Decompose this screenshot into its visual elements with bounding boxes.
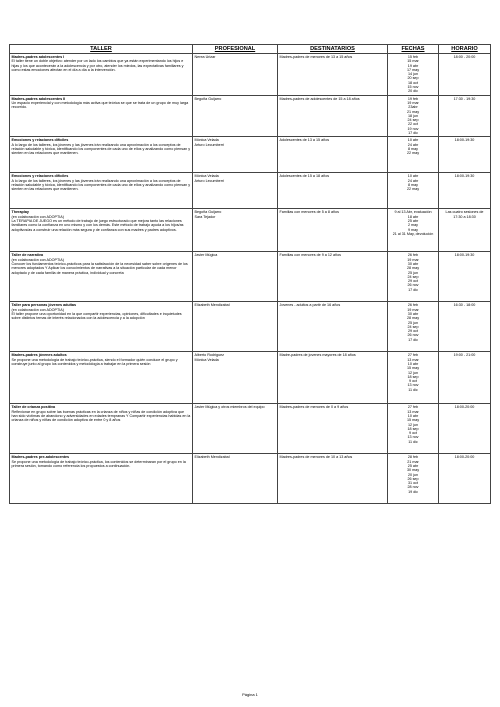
profesional-cell bbox=[193, 137, 278, 173]
workshop-description: Conocer los fundamentos teórico-prácticos para la satisfacción de la necesidad saber sobre orígenes de los menores adoptados Y Aplicar los conocimientos de narrativas a la situación particular de cada menor adoptado y de cada familia de manera práctica, individual y concreta bbox=[11, 261, 188, 275]
header-taller: TALLER bbox=[10, 45, 193, 54]
workshop-table bbox=[9, 44, 491, 504]
professional-name: Mónica Velada bbox=[194, 174, 219, 179]
horario-cell: 18:00-20:00 bbox=[439, 404, 491, 454]
session-date: 26 nov bbox=[407, 333, 419, 338]
session-date: 22 may bbox=[406, 187, 420, 192]
workshop-title: Theraplay bbox=[11, 210, 29, 215]
table-row bbox=[10, 252, 491, 302]
session-date: 21 mar bbox=[407, 459, 419, 464]
session-date: 30 abr bbox=[407, 261, 419, 266]
session-date: 19 nov bbox=[407, 126, 419, 131]
session-date: 24 abr bbox=[407, 178, 419, 183]
table-row bbox=[10, 54, 491, 96]
session-date: 18 abr bbox=[407, 214, 419, 219]
session-date: 9 may bbox=[407, 227, 419, 232]
session-date: 25 abr bbox=[407, 218, 419, 223]
destinatarios-cell: Madres-padres de menores de 10 a 13 años bbox=[278, 454, 388, 504]
session-date: 25 jun bbox=[407, 320, 419, 325]
header-row bbox=[10, 45, 491, 54]
table-row bbox=[10, 454, 491, 504]
profesional-cell bbox=[193, 454, 278, 504]
professional-name: Arturo Lecumberri bbox=[194, 142, 225, 147]
header-horario: HORARIO bbox=[439, 45, 491, 54]
session-date: 27 feb bbox=[407, 405, 419, 410]
workshop-title: Madres-padres adolescentes I bbox=[11, 55, 65, 59]
session-date: 22 may bbox=[406, 151, 420, 156]
destinatarios-cell: Familias con menores de 5 a 8 años bbox=[278, 209, 388, 252]
session-date: 11 dic bbox=[408, 387, 418, 392]
destinatarios-cell: Madres-padres de menores de 0 a 9 años bbox=[278, 404, 388, 454]
workshop-description: La TERAPIA DE JUEGO es un método de trabajo de juego estructurado que mejora tanto las relaciones familiares como la confianza en uno mismo y con los demás. Este método de trabajo ayuda a los hijos/as adoptivos/as a construir una relación más segura y de confianza con sus madres y padres adoptivos. bbox=[11, 218, 184, 232]
table-row bbox=[10, 404, 491, 454]
professional-name: Javier Múgica bbox=[194, 253, 218, 258]
horario-cell: 17:30 - 19:30 bbox=[439, 95, 491, 137]
session-date: 19 mar bbox=[407, 100, 419, 105]
session-date: 10 abr bbox=[407, 413, 419, 418]
destinatarios-cell: Madre-padres de jovenes mayores de 18 años bbox=[278, 352, 388, 404]
horario-cell: 18:00-20:00 bbox=[439, 454, 491, 504]
workshop-title: Taller de crianza positiva bbox=[11, 405, 56, 410]
session-date: 19 dic bbox=[408, 489, 418, 494]
taller-cell bbox=[10, 302, 193, 352]
session-date: 28 may bbox=[406, 316, 420, 321]
session-date: 15 may bbox=[406, 418, 420, 423]
session-date: 10 abr bbox=[407, 138, 419, 143]
session-date: 28 nov bbox=[407, 485, 419, 490]
session-date: 30 may bbox=[406, 468, 420, 473]
table-row bbox=[10, 173, 491, 209]
session-date: 30 abr bbox=[407, 311, 419, 316]
professional-name: Begoña Guijarro bbox=[194, 210, 222, 215]
session-date: 29 oct bbox=[407, 329, 419, 334]
workshop-title: Taller de narrativa bbox=[11, 253, 43, 258]
schedule-sheet bbox=[9, 44, 490, 504]
workshop-description: A lo largo de los talleres, los jóvenes y las jóvenes irán realizando una aproximación a los conceptos de relación saludable y tóxica, identificando los componentes de cada uno de ellos y analizando como piensan y sienten en las relaciones que mantienen. bbox=[11, 178, 191, 192]
professional-name: Sara Tejador bbox=[194, 214, 216, 219]
session-date: 18 sep bbox=[407, 426, 419, 431]
session-date: 19 mar bbox=[407, 257, 419, 262]
session-date: 17 dic bbox=[408, 337, 418, 342]
session-date: 9 oct bbox=[409, 379, 417, 384]
session-date: 19 feb bbox=[407, 96, 419, 101]
session-date: 15 feb bbox=[407, 55, 419, 59]
fechas-cell bbox=[388, 209, 439, 252]
profesional-cell bbox=[193, 252, 278, 302]
session-date: 17 may bbox=[406, 67, 420, 72]
workshop-title: Madres-padres pre-adolescentes bbox=[11, 455, 70, 460]
session-date: 24 sep bbox=[407, 118, 419, 123]
session-date: 26 nov bbox=[407, 283, 419, 288]
fechas-cell bbox=[388, 54, 439, 96]
destinatarios-cell: Familias con menores de 9 a 12 años bbox=[278, 252, 388, 302]
workshop-description: (en colaboración con ADOPTIA) bbox=[11, 257, 64, 262]
fechas-cell bbox=[388, 404, 439, 454]
professional-name: Arturo Lecumberri bbox=[194, 178, 225, 183]
session-date: 9 al 13 Abr, evaluación bbox=[394, 210, 432, 215]
horario-cell: Las cuatro sesiones de 17:30 a 18:30 bbox=[439, 209, 491, 252]
workshop-description: Se propone una metodología de trabajo teórico-práctica, los contenidos se determinaran por el grupo en la primera sesión, tomando como referencia los propuestos a continuación. bbox=[11, 459, 186, 468]
session-date: 29 oct bbox=[407, 279, 419, 284]
fechas-cell bbox=[388, 95, 439, 137]
taller-cell bbox=[10, 173, 193, 209]
session-date: 26 sep bbox=[407, 476, 419, 481]
taller-cell bbox=[10, 404, 193, 454]
fechas-cell bbox=[388, 137, 439, 173]
session-date: 27 feb bbox=[407, 353, 419, 358]
destinatarios-cell: Adolescentes de 15 a 18 años bbox=[278, 173, 388, 209]
workshop-title: Emociones y relaciones difíciles bbox=[11, 138, 69, 143]
session-date: 9 oct bbox=[409, 431, 417, 436]
table-row bbox=[10, 352, 491, 404]
workshop-description: El taller tiene un doble objetivo: atender por un lado los cambios que ya están experimentando los hijos e hijas y los que acontecerán a la adolescencia y por otro, atender los miedos, las expectativas familiares y como estas emociones afectan en el día a día a la intervención. bbox=[11, 59, 184, 72]
profesional-cell bbox=[193, 302, 278, 352]
session-date: 11 dic bbox=[408, 439, 418, 444]
horario-cell: 18:00 - 20:00 bbox=[439, 54, 491, 96]
workshop-description: El taller propone una oportunidad en la que compartir experiencias, opiniones, dificultades e inquietudes sobre distintos temas de interés relacionados con la adolescencia y a la adopción bbox=[11, 311, 182, 321]
destinatarios-cell: Madres-padres de menores de 13 a 15 años bbox=[278, 54, 388, 96]
workshop-description: (en colaboración con ADOPTIA) bbox=[11, 214, 64, 219]
workshop-description: Se propone una metodología de trabajo teórico-práctica, siendo el formador quién conduce el grupo y construye junto al grupo los contenidos y metodología a trabajar en la primera sesión bbox=[11, 357, 178, 366]
workshop-title: Madres-padres jóvenes adultos bbox=[11, 353, 67, 358]
workshop-title: Madres-padres adolescentes II bbox=[11, 96, 66, 101]
header-profesional: PROFESIONAL bbox=[193, 45, 278, 54]
workshop-title: Emociones y relaciones difíciles bbox=[11, 174, 69, 179]
workshop-description: Un espacio experiencial y con metodología más activa que teórica se que se trata de un grupo de muy larga recorrido. bbox=[11, 100, 189, 110]
profesional-cell bbox=[193, 209, 278, 252]
session-date: 22 oct bbox=[407, 122, 419, 127]
profesional-cell bbox=[193, 54, 278, 96]
session-date: 15 nov bbox=[407, 85, 419, 90]
horario-cell: 18:00-19:30 bbox=[439, 252, 491, 302]
session-date: 19 abr bbox=[407, 63, 419, 68]
session-date: 18 oct bbox=[407, 80, 419, 85]
session-date: 20 sep bbox=[407, 76, 419, 81]
workshop-description: Reflexionar en grupo sobre las buenas prácticas en la crianza de niños y niñas de condición adoptiva que han sido víctimas de abandono y adversidades en edades tempranas Y Compartir experiencias habidas en la crianza de niños y niñas de condición adoptiva de entre 0 y 8 años bbox=[11, 409, 191, 423]
session-date: 28 feb bbox=[407, 455, 419, 460]
taller-cell bbox=[10, 137, 193, 173]
session-date: 13 nov bbox=[407, 383, 419, 388]
session-date: 13 mar bbox=[407, 409, 419, 414]
professional-name: Mónica Velada bbox=[194, 138, 219, 143]
taller-cell bbox=[10, 54, 193, 96]
session-date: 12 jun bbox=[407, 422, 419, 427]
taller-cell bbox=[10, 95, 193, 137]
table-body bbox=[10, 54, 491, 504]
profesional-cell bbox=[193, 352, 278, 404]
destinatarios-cell: Madres-padres de adolescentes de 15 a 18 años bbox=[278, 95, 388, 137]
session-date: 21 may bbox=[406, 109, 420, 114]
session-date: 25 jun bbox=[407, 270, 419, 275]
professional-name: Begoña Guijarro bbox=[194, 96, 222, 101]
fechas-cell bbox=[388, 302, 439, 352]
horario-cell: 18:00-19:30 bbox=[439, 137, 491, 173]
session-date: 17 dic bbox=[408, 131, 418, 136]
header-fechas: FECHAS bbox=[388, 45, 439, 54]
session-date: 31 oct bbox=[407, 481, 419, 486]
table-row bbox=[10, 302, 491, 352]
profesional-cell bbox=[193, 404, 278, 454]
fechas-cell bbox=[388, 352, 439, 404]
horario-cell: 16:30 - 18:00 bbox=[439, 302, 491, 352]
session-date: 10 abr bbox=[407, 361, 419, 366]
session-date: 18 jun bbox=[407, 113, 419, 118]
table-row bbox=[10, 137, 491, 173]
taller-cell bbox=[10, 209, 193, 252]
session-date: 23abr bbox=[408, 105, 418, 110]
table-row bbox=[10, 95, 491, 137]
session-date: 17 dic bbox=[408, 287, 418, 292]
session-date: 8 may bbox=[407, 146, 419, 151]
session-date: 24 sep bbox=[407, 274, 419, 279]
professional-name: Elizabeth Mendizabal bbox=[194, 303, 230, 308]
session-date: 20 jun bbox=[407, 472, 419, 477]
workshop-title: Taller para personas jóvenes adultas bbox=[11, 303, 76, 308]
session-date: 2 may bbox=[407, 223, 419, 228]
taller-cell bbox=[10, 454, 193, 504]
session-date: 18 sep bbox=[407, 374, 419, 379]
session-date: 13 mar bbox=[407, 357, 419, 362]
destinatarios-cell: Jovenes - adultos a partir de 16 años bbox=[278, 302, 388, 352]
session-date: 15 may bbox=[406, 366, 420, 371]
header-destinatarios: DESTINATARIOS bbox=[278, 45, 388, 54]
workshop-description: A lo largo de los talleres, los jóvenes y las jóvenes irán realizando una aproximación a los conceptos de relación saludable y tóxica, identificando los componentes de cada uno de ellos y analizando como piensan y sienten en las relaciones que mantienen. bbox=[11, 142, 191, 156]
session-date: 26 feb bbox=[407, 253, 419, 258]
professional-name: Nerea Urizar bbox=[194, 55, 216, 59]
session-date: 14 jun bbox=[407, 72, 419, 77]
session-date: 24 sep bbox=[407, 324, 419, 329]
fechas-cell bbox=[388, 454, 439, 504]
session-date: 28 may bbox=[406, 266, 420, 271]
destinatarios-cell: Adolescentes de 13 a 15 años bbox=[278, 137, 388, 173]
taller-cell bbox=[10, 352, 193, 404]
horario-cell: 19:00 - 21:00 bbox=[439, 352, 491, 404]
session-date: 15 mar bbox=[407, 59, 419, 64]
session-date: 10 abr bbox=[407, 174, 419, 179]
fechas-cell bbox=[388, 173, 439, 209]
professional-name: Mónica Velada bbox=[194, 357, 219, 362]
table-row bbox=[10, 209, 491, 252]
session-date: 20 dic bbox=[408, 89, 418, 94]
session-date: 12 jun bbox=[407, 370, 419, 375]
professional-name: Alberto Rodriguez bbox=[194, 353, 225, 358]
session-date: 13 nov bbox=[407, 435, 419, 440]
horario-cell: 18:00-19:30 bbox=[439, 173, 491, 209]
page-number: Página 1 bbox=[242, 692, 258, 697]
session-date: 26 feb bbox=[407, 303, 419, 308]
profesional-cell bbox=[193, 95, 278, 137]
professional-name: Elizabeth Mendizabal bbox=[194, 455, 230, 460]
profesional-cell bbox=[193, 173, 278, 209]
session-date: 8 may bbox=[407, 182, 419, 187]
taller-cell bbox=[10, 252, 193, 302]
session-date: 25 abr bbox=[407, 463, 419, 468]
session-date: 24 abr bbox=[407, 142, 419, 147]
session-date: 19 mar bbox=[407, 307, 419, 312]
session-date: 21 al 31 May, devolución bbox=[392, 231, 434, 236]
fechas-cell bbox=[388, 252, 439, 302]
workshop-description: (en colaboración con ADOPTIA) bbox=[11, 307, 64, 312]
professional-name: Javier Múgica y otros miembros del equipo bbox=[194, 405, 265, 410]
